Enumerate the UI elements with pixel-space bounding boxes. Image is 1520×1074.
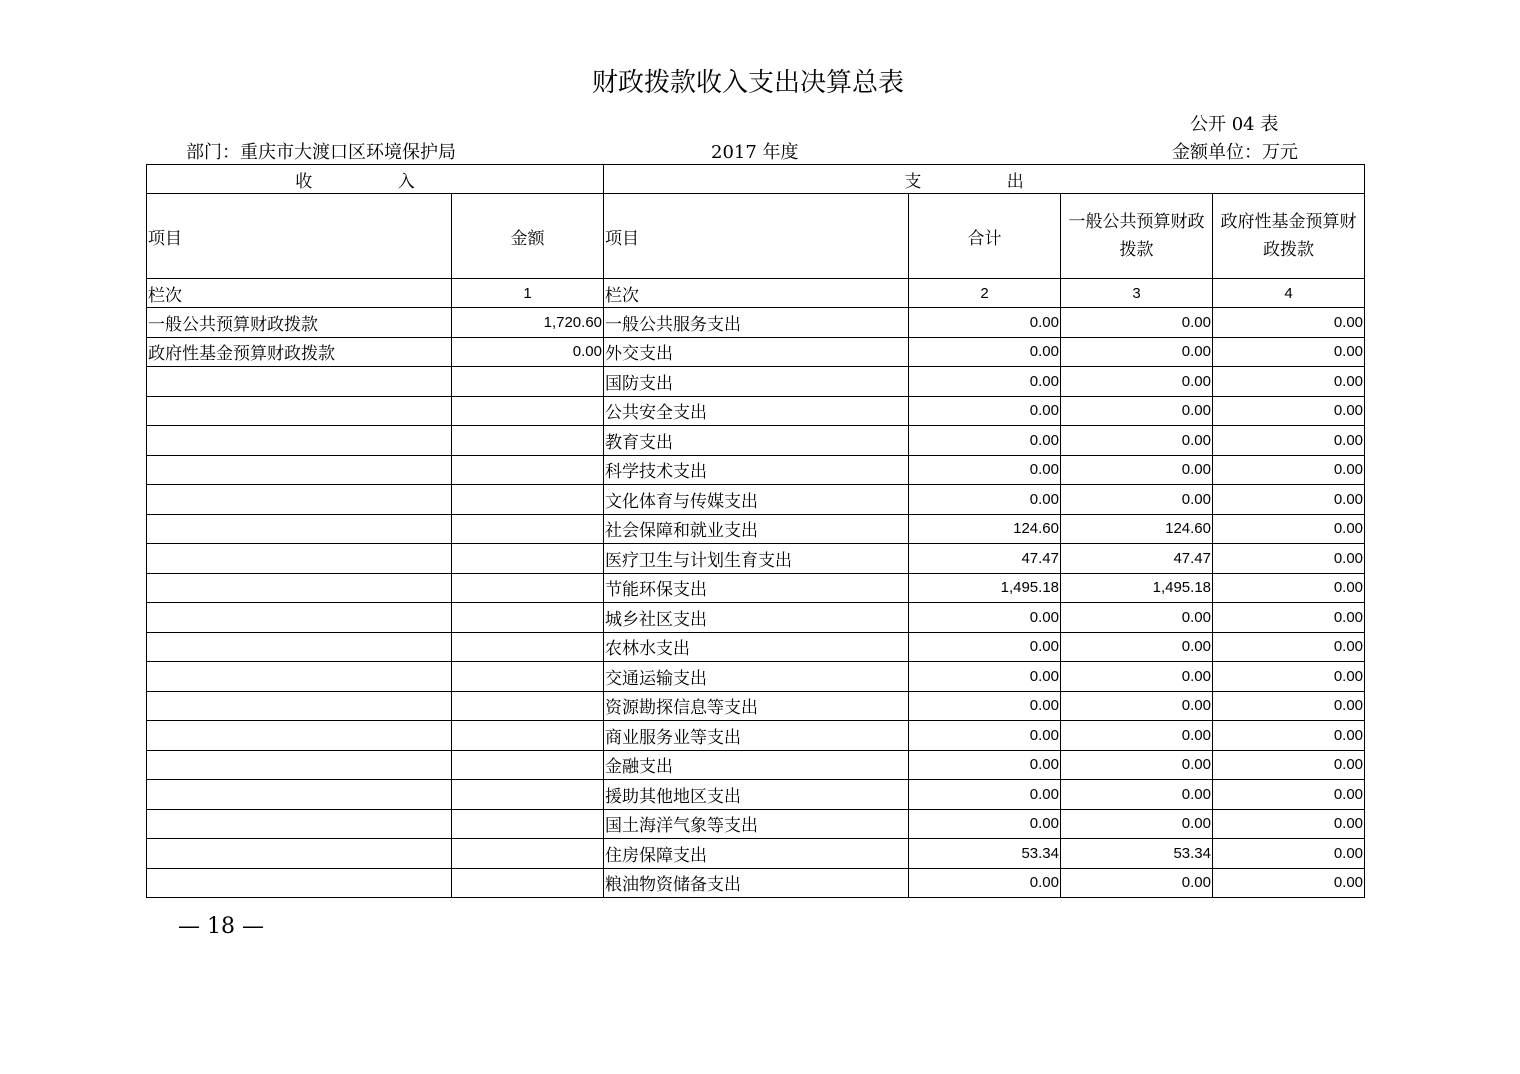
income-item-header: 项目 [147,194,452,279]
department-label: 部门：重庆市大渡口区环境保护局 [186,142,456,163]
income-item-cell [147,573,452,603]
fund-budget-cell: 0.00 [1213,308,1365,338]
income-item-cell [147,514,452,544]
general-budget-cell: 0.00 [1061,337,1213,367]
income-amount-cell [452,632,604,662]
fiscal-year: 2017 年度 [711,142,799,163]
fund-budget-header: 政府性基金预算财政拨款 [1213,194,1365,279]
table-row [147,485,1365,515]
income-amount-cell [452,367,604,397]
table-row [147,603,1365,633]
general-budget-cell: 0.00 [1061,809,1213,839]
general-budget-cell: 0.00 [1061,721,1213,751]
income-item-cell [147,426,452,456]
expense-item-cell: 医疗卫生与计划生育支出 [604,544,909,574]
column-number-2: 2 [909,279,1061,308]
expense-item-cell: 商业服务业等支出 [604,721,909,751]
general-budget-cell: 0.00 [1061,603,1213,633]
total-cell: 0.00 [909,632,1061,662]
column-number-3: 3 [1061,279,1213,308]
income-amount-cell [452,691,604,721]
general-budget-cell: 0.00 [1061,662,1213,692]
table-row [147,780,1365,810]
fund-budget-cell: 0.00 [1213,868,1365,898]
table-row [147,426,1365,456]
expense-item-cell: 粮油物资储备支出 [604,868,909,898]
income-amount-cell [452,750,604,780]
income-amount-cell [452,603,604,633]
income-item-cell [147,839,452,869]
section-header-row [147,165,1365,194]
expense-item-cell: 城乡社区支出 [604,603,909,633]
table-row [147,514,1365,544]
expense-item-header: 项目 [604,194,909,279]
income-section-header: 收 入 [147,165,604,194]
expense-item-cell: 援助其他地区支出 [604,780,909,810]
column-number-label-2: 栏次 [604,279,909,308]
income-amount-cell [452,809,604,839]
income-item-cell [147,662,452,692]
total-cell: 0.00 [909,337,1061,367]
general-budget-cell: 0.00 [1061,780,1213,810]
income-amount-cell [452,573,604,603]
general-budget-cell: 0.00 [1061,750,1213,780]
fund-budget-cell: 0.00 [1213,632,1365,662]
general-budget-cell: 53.34 [1061,839,1213,869]
expense-item-cell: 公共安全支出 [604,396,909,426]
income-amount-cell [452,721,604,751]
table-row [147,868,1365,898]
income-item-cell [147,603,452,633]
fund-budget-cell: 0.00 [1213,662,1365,692]
total-cell: 0.00 [909,396,1061,426]
table-row [147,367,1365,397]
expense-item-cell: 住房保障支出 [604,839,909,869]
income-item-cell [147,721,452,751]
expense-item-cell: 科学技术支出 [604,455,909,485]
fund-budget-cell: 0.00 [1213,721,1365,751]
total-cell: 0.00 [909,662,1061,692]
fund-budget-cell: 0.00 [1213,780,1365,810]
total-cell: 0.00 [909,750,1061,780]
income-item-cell [147,780,452,810]
total-cell: 0.00 [909,426,1061,456]
income-item-cell: 政府性基金预算财政拨款 [147,337,452,367]
income-amount-cell [452,662,604,692]
total-header: 合计 [909,194,1061,279]
expense-item-cell: 国防支出 [604,367,909,397]
fund-budget-cell: 0.00 [1213,544,1365,574]
fund-budget-cell: 0.00 [1213,455,1365,485]
income-item-cell [147,455,452,485]
expense-item-cell: 农林水支出 [604,632,909,662]
general-budget-cell: 0.00 [1061,396,1213,426]
total-cell: 0.00 [909,455,1061,485]
general-budget-cell: 0.00 [1061,308,1213,338]
income-item-cell [147,691,452,721]
fund-budget-cell: 0.00 [1213,426,1365,456]
total-cell: 0.00 [909,308,1061,338]
amount-unit: 金额单位：万元 [1172,142,1298,163]
income-amount-cell: 1,720.60 [452,308,604,338]
expense-item-cell: 节能环保支出 [604,573,909,603]
table-row [147,809,1365,839]
fund-budget-cell: 0.00 [1213,514,1365,544]
general-budget-cell: 47.47 [1061,544,1213,574]
fund-budget-cell: 0.00 [1213,603,1365,633]
table-row [147,721,1365,751]
table-row [147,396,1365,426]
total-cell: 0.00 [909,809,1061,839]
form-number: 公开 04 表 [1190,114,1279,135]
income-amount-cell [452,426,604,456]
income-amount-header: 金额 [452,194,604,279]
page-title: 财政拨款收入支出决算总表 [591,68,904,98]
table-row [147,662,1365,692]
fund-budget-cell: 0.00 [1213,809,1365,839]
total-cell: 0.00 [909,603,1061,633]
total-cell: 47.47 [909,544,1061,574]
table-row [147,544,1365,574]
income-item-cell [147,367,452,397]
total-cell: 0.00 [909,485,1061,515]
income-amount-cell [452,455,604,485]
income-item-cell [147,750,452,780]
expense-item-cell: 交通运输支出 [604,662,909,692]
expense-item-cell: 外交支出 [604,337,909,367]
general-budget-cell: 0.00 [1061,691,1213,721]
column-header-row [147,194,1365,279]
general-budget-cell: 0.00 [1061,485,1213,515]
general-budget-cell: 0.00 [1061,868,1213,898]
income-amount-cell [452,544,604,574]
expense-item-cell: 一般公共服务支出 [604,308,909,338]
table-row [147,691,1365,721]
column-number-row [147,279,1365,308]
page-number: — 18 — [178,914,264,939]
fund-budget-cell: 0.00 [1213,839,1365,869]
table-row [147,573,1365,603]
table-row [147,455,1365,485]
income-item-cell [147,396,452,426]
general-budget-cell: 0.00 [1061,367,1213,397]
expense-item-cell: 社会保障和就业支出 [604,514,909,544]
general-budget-cell: 0.00 [1061,455,1213,485]
fund-budget-cell: 0.00 [1213,573,1365,603]
income-item-cell: 一般公共预算财政拨款 [147,308,452,338]
column-number-1: 1 [452,279,604,308]
column-number-label: 栏次 [147,279,452,308]
fund-budget-cell: 0.00 [1213,750,1365,780]
fund-budget-cell: 0.00 [1213,691,1365,721]
general-budget-cell: 0.00 [1061,426,1213,456]
general-budget-header: 一般公共预算财政拨款 [1061,194,1213,279]
income-amount-cell [452,868,604,898]
income-amount-cell [452,514,604,544]
expense-item-cell: 教育支出 [604,426,909,456]
total-cell: 0.00 [909,721,1061,751]
fund-budget-cell: 0.00 [1213,367,1365,397]
table-row [147,308,1365,338]
total-cell: 0.00 [909,780,1061,810]
table-row [147,337,1365,367]
total-cell: 0.00 [909,691,1061,721]
income-amount-cell [452,839,604,869]
table-row [147,750,1365,780]
income-amount-cell [452,780,604,810]
total-cell: 0.00 [909,367,1061,397]
general-budget-cell: 124.60 [1061,514,1213,544]
total-cell: 1,495.18 [909,573,1061,603]
column-number-4: 4 [1213,279,1365,308]
expense-item-cell: 文化体育与传媒支出 [604,485,909,515]
fund-budget-cell: 0.00 [1213,485,1365,515]
expense-item-cell: 金融支出 [604,750,909,780]
income-item-cell [147,632,452,662]
table-row [147,839,1365,869]
income-item-cell [147,485,452,515]
table-row [147,632,1365,662]
expense-item-cell: 国土海洋气象等支出 [604,809,909,839]
fund-budget-cell: 0.00 [1213,396,1365,426]
income-amount-cell [452,485,604,515]
budget-table [146,164,1365,898]
general-budget-cell: 0.00 [1061,632,1213,662]
total-cell: 0.00 [909,868,1061,898]
fund-budget-cell: 0.00 [1213,337,1365,367]
expense-section-header: 支 出 [604,165,1365,194]
total-cell: 124.60 [909,514,1061,544]
expense-item-cell: 资源勘探信息等支出 [604,691,909,721]
income-item-cell [147,809,452,839]
income-amount-cell: 0.00 [452,337,604,367]
income-item-cell [147,544,452,574]
income-item-cell [147,868,452,898]
total-cell: 53.34 [909,839,1061,869]
income-amount-cell [452,396,604,426]
general-budget-cell: 1,495.18 [1061,573,1213,603]
